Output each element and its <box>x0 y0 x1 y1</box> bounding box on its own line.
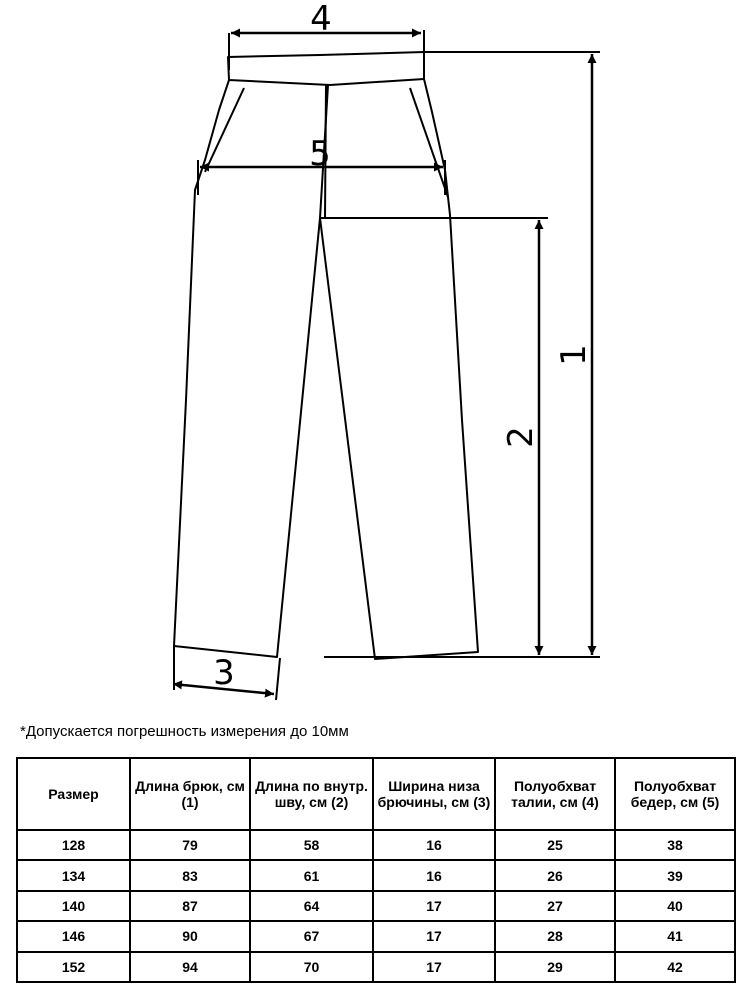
table-cell: 140 <box>17 891 130 921</box>
table-cell: 94 <box>130 952 250 982</box>
measurement-tolerance-note: *Допускается погрешность измерения до 10мм <box>20 723 349 740</box>
table-cell: 29 <box>495 952 615 982</box>
waist-dimension-label: 4 <box>310 0 332 39</box>
table-cell: 146 <box>17 921 130 951</box>
hem-dimension <box>173 653 274 694</box>
total-length-dimension <box>324 52 600 657</box>
header-half-hips: Полуобхват бедер, см (5) <box>615 758 735 830</box>
waistband <box>228 52 424 85</box>
table-cell: 58 <box>250 830 373 860</box>
right-pocket <box>410 88 448 197</box>
table-row <box>17 860 735 890</box>
waist-dimension <box>229 0 424 70</box>
table-cell: 27 <box>495 891 615 921</box>
inseam-dimension <box>320 218 548 655</box>
table-cell: 42 <box>615 952 735 982</box>
table-cell: 90 <box>130 921 250 951</box>
header-size: Размер <box>17 758 130 830</box>
header-hem-width: Ширина низа брючины, см (3) <box>373 758 495 830</box>
table-row <box>17 891 735 921</box>
hip-dimension-label: 5 <box>309 134 331 174</box>
table-cell: 17 <box>373 921 495 951</box>
table-row <box>17 921 735 951</box>
table-row <box>17 830 735 860</box>
table-cell: 28 <box>495 921 615 951</box>
size-chart-table <box>16 757 736 983</box>
table-cell: 39 <box>615 860 735 890</box>
table-cell: 26 <box>495 860 615 890</box>
table-cell: 40 <box>615 891 735 921</box>
table-cell: 67 <box>250 921 373 951</box>
table-cell: 79 <box>130 830 250 860</box>
left-pocket <box>205 88 244 172</box>
table-cell: 70 <box>250 952 373 982</box>
header-pants-length: Длина брюк, см (1) <box>130 758 250 830</box>
table-header-row <box>17 758 735 830</box>
table-cell: 16 <box>373 860 495 890</box>
table-cell: 41 <box>615 921 735 951</box>
header-half-waist: Полуобхват талии, см (4) <box>495 758 615 830</box>
table-cell: 128 <box>17 830 130 860</box>
table-cell: 64 <box>250 891 373 921</box>
table-cell: 17 <box>373 891 495 921</box>
inseam-length-label: 2 <box>501 426 541 448</box>
hem-dimension-label: 3 <box>213 653 235 693</box>
table-cell: 25 <box>495 830 615 860</box>
table-cell: 38 <box>615 830 735 860</box>
table-cell: 17 <box>373 952 495 982</box>
table-cell: 134 <box>17 860 130 890</box>
total-length-label: 1 <box>554 344 594 366</box>
table-cell: 61 <box>250 860 373 890</box>
table-row <box>17 952 735 982</box>
header-inseam-length: Длина по внутр. шву, см (2) <box>250 758 373 830</box>
table-cell: 87 <box>130 891 250 921</box>
table-cell: 83 <box>130 860 250 890</box>
table-cell: 16 <box>373 830 495 860</box>
table-cell: 152 <box>17 952 130 982</box>
